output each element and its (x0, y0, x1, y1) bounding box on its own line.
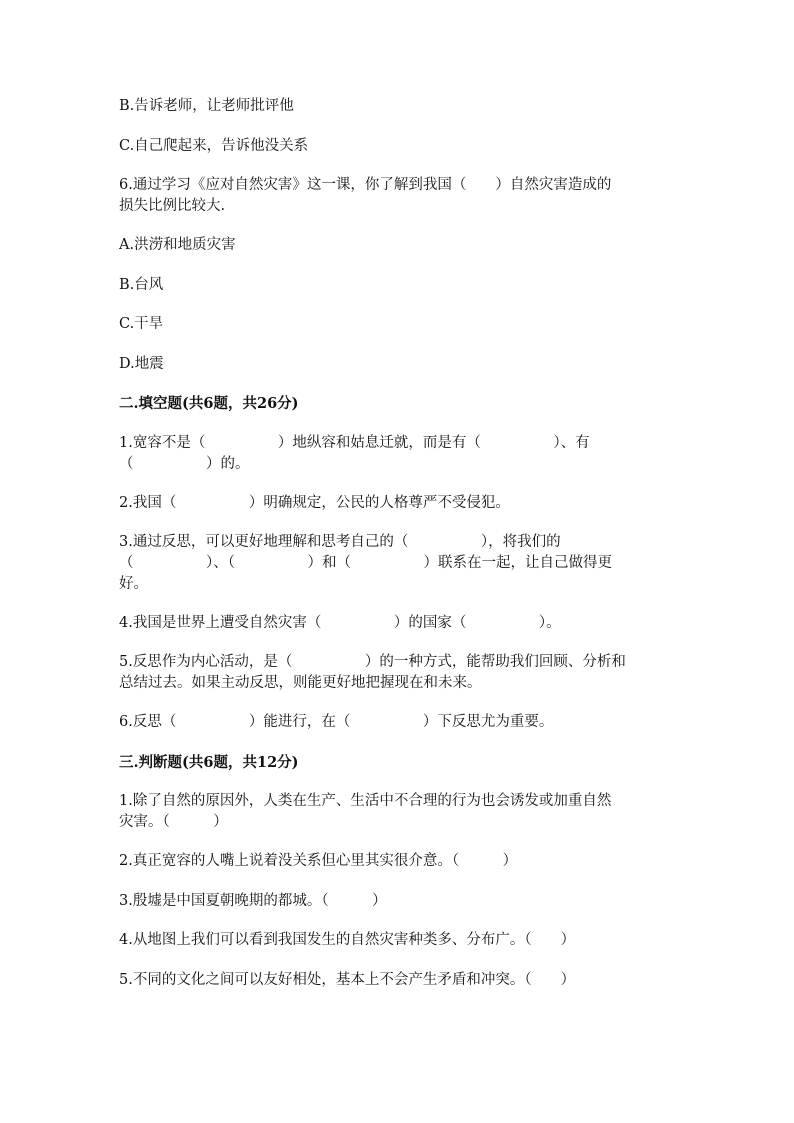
judge-q4: 4.从地图上我们可以看到我国发生的自然灾害种类多、分布广。（ ） (119, 932, 576, 948)
fill-q5-line-1: 5.反思作为内心活动，是（ ）的一种方式，能帮助我们回顾、分析和 (119, 654, 626, 670)
option-c-q5: C.自己爬起来，告诉他没关系 (119, 138, 309, 154)
judge-q1-line-2: 灾害。（ ） (119, 814, 228, 830)
fill-q4: 4.我国是世界上遭受自然灾害（ ）的国家（ ）。 (119, 615, 561, 631)
option-b-q5: B.告诉老师，让老师批评他 (119, 98, 294, 114)
fill-q3-line-3: 好。 (119, 576, 148, 592)
option-c-q6: C.干旱 (119, 316, 164, 332)
section-heading-fill-in: 二.填空题(共6题，共26分) (119, 395, 299, 412)
question-6-line-1: 6.通过学习《应对自然灾害》这一课，你了解到我国（ ）自然灾害造成的 (119, 177, 612, 193)
fill-q5-line-2: 总结过去。如果主动反思，则能更好地把握现在和未来。 (119, 675, 482, 691)
option-a-q6: A.洪涝和地质灾害 (119, 237, 236, 253)
fill-q1-line-1: 1.宽容不是（ ）地纵容和姑息迁就，而是有（ ）、有 (119, 435, 590, 451)
fill-q2: 2.我国（ ）明确规定，公民的人格尊严不受侵犯。 (119, 495, 510, 511)
section-heading-judgment: 三.判断题(共6题，共12分) (119, 754, 299, 771)
option-b-q6: B.台风 (119, 277, 164, 293)
fill-q3-line-2: （ ）、（ ）和（ ）联系在一起，让自己做得更 (119, 555, 612, 571)
option-d-q6: D.地震 (119, 356, 164, 372)
question-6-line-2: 损失比例比较大. (119, 198, 226, 214)
judge-q3: 3.殷墟是中国夏朝晚期的都城。（ ） (119, 893, 387, 909)
fill-q3-line-1: 3.通过反思，可以更好地理解和思考自己的（ ），将我们的 (119, 534, 561, 550)
fill-q1-line-2: （ ）的。 (119, 456, 250, 472)
fill-q6: 6.反思（ ）能进行，在（ ）下反思尤为重要。 (119, 714, 554, 730)
judge-q1-line-1: 1.除了自然的原因外，人类在生产、生活中不合理的行为也会诱发或加重自然 (119, 793, 612, 809)
judge-q5: 5.不同的文化之间可以友好相处，基本上不会产生矛盾和冲突。（ ） (119, 972, 576, 988)
judge-q2: 2.真正宽容的人嘴上说着没关系但心里其实很介意。（ ） (119, 853, 518, 869)
